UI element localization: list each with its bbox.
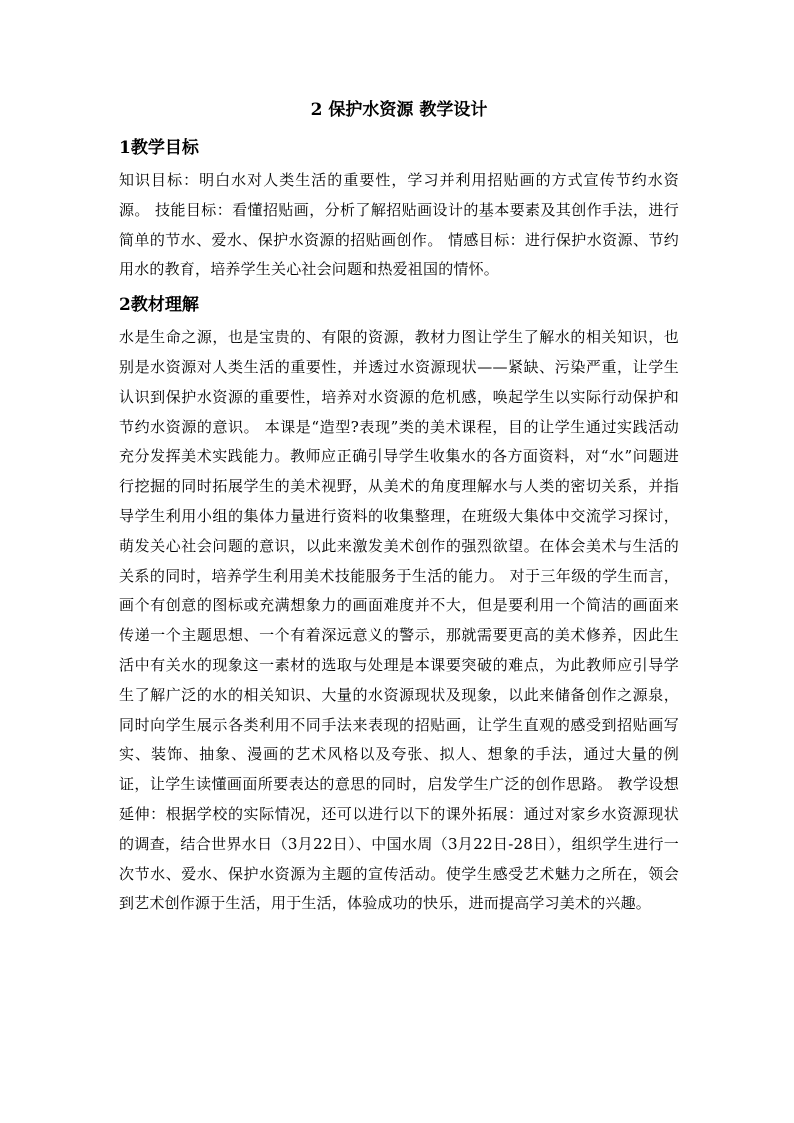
- section-paragraph-material-understanding: 水是生命之源，也是宝贵的、有限的资源，教材力图让学生了解水的相关知识，也别是水资源对人类生活的重要性，并透过水资源现状——紧缺、污染严重，让学生认识到保护水资源的重要性，培养对水资源的危机感，唤起学生以实际行动保护和节约水资源的意识。 本课是“造型?表现”类的美术课程，目的让学生通过实践活动充分发挥美术实践能力。教师应正确引导学生收集水的各方面资料，对“水”问题进行挖掘的同时拓展学生的美术视野，从美术的角度理解水与人类的密切关系，并指导学生利用小组的集体力量进行资料的收集整理，在班级大集体中交流学习探讨，萌发关心社会问题的意识，以此来激发美术创作的强烈欲望。在体会美术与生活的关系的同时，培养学生利用美术技能服务于生活的能力。 对于三年级的学生而言，画个有创意的图标或充满想象力的画面难度并不大，但是要利用一个简洁的画面来传递一个主题思想、一个有着深远意义的警示，那就需要更高的美术修养，因此生活中有关水的现象这一素材的选取与处理是本课要突破的难点，为此教师应引导学生了解广泛的水的相关知识、大量的水资源现状及现象，以此来储备创作之源泉，同时向学生展示各类利用不同手法来表现的招贴画，让学生直观的感受到招贴画写实、装饰、抽象、漫画的艺术风格以及夸张、拟人、想象的手法，通过大量的例证，让学生读懂画面所要表达的意思的同时，启发学生广泛的创作思路。 教学设想延伸：根据学校的实际情况，还可以进行以下的课外拓展：通过对家乡水资源现状的调查，结合世界水日（3月22日）、中国水周（3月22日-28日），组织学生进行一次节水、爱水、保护水资源为主题的宣传活动。使学生感受艺术魅力之所在，领会到艺术创作源于生活，用于生活，体验成功的快乐，进而提高学习美术的兴趣。: [119, 328, 679, 913]
- section-material-understanding: [119, 291, 679, 919]
- section-heading-material-understanding: 2教材理解: [119, 295, 199, 316]
- section-heading-teaching-goals: 1教学目标: [119, 138, 199, 158]
- document-page: [119, 96, 679, 925]
- section-paragraph-teaching-goals: 知识目标：明白水对人类生活的重要性，学习并利用招贴画的方式宣传节约水资源。 技能目标：看懂招贴画，分析了解招贴画设计的基本要素及其创作手法，进行简单的节水、爱水、保护水资源的招贴画创作。 情感目标：进行保护水资源、节约用水的教育，培养学生关心社会问题和热爱祖国的情怀。: [119, 171, 679, 279]
- section-teaching-goals: [119, 134, 679, 285]
- document-title: 2 保护水资源 教学设计: [310, 100, 488, 120]
